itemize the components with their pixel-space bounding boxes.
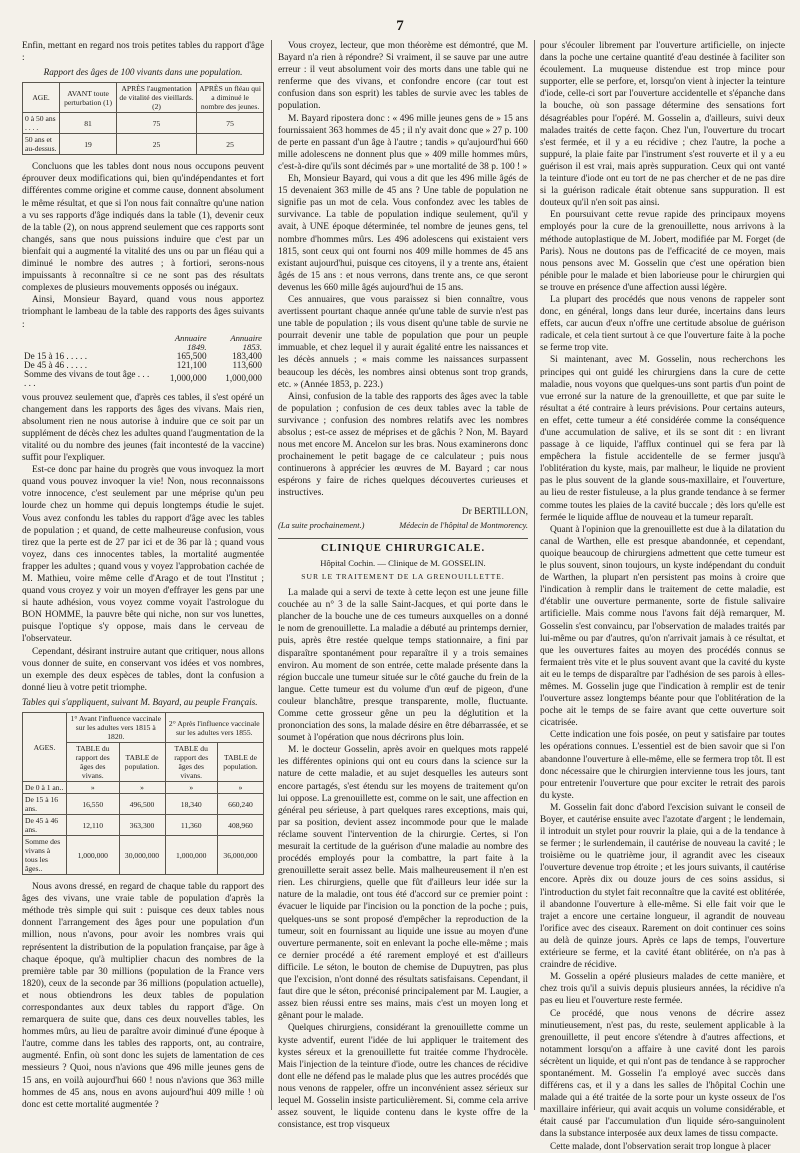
paragraph: Quelques chirurgiens, considérant la grenouillette comme un kyste adventif, eurent l'idée de lui appliquer le traitement des kystes séreux et la grenouillette fut traitée comme l'hydrocèle. Mais l'injection de la teinture d'iode, outre les chances de récidive dont elle ne défend pas le malade plus que les autres procédés que nous venons de rappeler, offre un inconvénient assez sérieux sur lequel M. Gosselin insiste particulièrement. Si, comme cela arrive assez souvent, le liquide contenu dans le kyste offre de la consistance, est trop visqueux <box>278 1023 528 1131</box>
table-header: AGES. <box>23 713 67 782</box>
stats-header: Annuaire 1853. <box>230 332 262 352</box>
table-cell: 0 à 50 ans . . . . <box>23 113 60 134</box>
stats-label: De 15 à 16 . . . . . <box>24 350 88 361</box>
stats-header: Annuaire 1849. <box>174 332 207 352</box>
table-header: APRÈS un fléau qui a diminué le nombre des jeunes. <box>197 83 264 113</box>
table-cell: 18,340 <box>165 794 217 815</box>
table-cell: » <box>67 782 119 794</box>
table-cell: 1,000,000 <box>67 836 119 875</box>
stats-value: 165,500 <box>176 350 207 361</box>
paragraph: Concluons que les tables dont nous nous occupons peuvent éprouver deux modifications qui, bien qu'indépendantes et fort différentes comme origine et comme cause, donnent absolument le même résultat, et que si l'on nous fait connaître qu'une nation a vu ses rapports d'âge indiqués dans la table (1), devenir ceux de la table (2), on nous apprend seulement que ces rapports sont changés, sans que nous puissions induire que c'est par un bienfait qui a augmenté la vitalité des uns ou par un fléau qui a diminué le nombre des autres ; à fortiori, serons-nous impuissants à reconnaître si ce ne sont pas des résultats complexes de plusieurs mouvements opposés ou inégaux. <box>22 162 264 294</box>
paragraph: En poursuivant cette revue rapide des principaux moyens employés pour la cure de la grenouillette, nous arrivons à la méthode autoplastique de M. Jobert, modifiée par M. Forget (de Paris). Nous ne doutons pas de l'efficacité de ce moyen, mais nous pensons avec M. Gosselin que c'est une opération bien pénible pour le malade et bien laborieuse pour le chirurgien qui se trouve en présence d'une affection aussi légère. <box>540 210 785 293</box>
paragraph: Ce procédé, que nous venons de décrire assez minutieusement, n'est pas, du reste, seulement applicable à la grenouillette, il peut encore s'étendre à d'autres affections, et notamment lorsqu'on a affaire à une cavité dont les parois sécrètent un liquide, et qui n'ont pas de tendance à se rapprocher spontanément. M. Gosselin l'a employé avec succès dans différens cas, et il y a dans les salles de l'hôpital Cochin une malade qui a été traitée de la sorte pour un kyste osseux de l'os maxillaire inférieur, qui avait acquis un volume considérable, et était causé par l'accumulation d'un liquide séro-sanguinolent dans la substance interposée aux deux lames de tissu compacte. <box>540 1008 785 1140</box>
table-header: 2° Après l'influence vaccinale sur les adultes vers 1855. <box>165 713 264 743</box>
table-cell: 50 ans et au-dessus. <box>23 134 60 155</box>
population-table <box>22 712 264 875</box>
section-title: CLINIQUE CHIRURGICALE. <box>320 542 486 554</box>
stats-value: 121,100 <box>176 359 207 370</box>
stats-label: Somme des vivans de tout âge . . . . . . <box>24 368 150 388</box>
column-middle <box>278 40 528 1131</box>
table-cell: 408,960 <box>217 815 263 836</box>
paragraph: Ainsi, confusion de la table des rapports des âges avec la table de population ; confusion de ces deux tables avec la table de survivance ; confusion des nombres relatifs avec les nombres absolus ; est-ce assez de méprises et de gâchis ? Non, M. Bayard nous met encore M. Ancelon sur les bras. Nous examinerons donc prochainement le petit bagage de ce calculateur ; puis nous continuerons à apprécier les œuvres de M. Bayard ; car nous espérons y faire de riches quelques découvertes curieuses et instructives. <box>278 391 528 499</box>
stats-value: 1,000,000 <box>225 373 262 384</box>
stats-row <box>22 370 264 388</box>
table-cell: De 0 à 1 an.. <box>23 782 67 794</box>
table-row <box>23 794 264 815</box>
paragraph: M. Bayard ripostera donc : « 496 mille jeunes gens de » 15 ans fournissaient 363 hommes de 45 ; il n'y avait donc que » 27 p. 100 de perte en passant d'un âge à l'autre ; tandis » qu'aujourd'hui 660 mille adolescens ne donnent plus que » 409 mille hommes mûrs, c'est-à-dire qu'ils sont décimés par » une mortalité de 38 p. 100 ! » <box>278 113 528 172</box>
paragraph: M. le docteur Gosselin, après avoir en quelques mots rappelé les différentes opinions qui ont eu cours dans la science sur la nature de cette maladie, et au sujet desquelles les auteurs sont encore partagés, s'est étendu sur les moyens de traitement qu'on lui oppose. La grenouillette est, comme on le sait, une affection en général peu sérieuse, à part quelques rares exceptions, mais qui, par sa position, devient assez incommode pour que le malade réclame souvent l'intervention de la chirurgie. Certes, si l'on mesurait la certitude de la guérison d'une maladie au nombre des procédés employés pour la combattre, la part faite à la grenouillette serait assez belle. Mais malheureusement il n'en est rien. Les chirurgiens, quelle que fût d'ailleurs leur idée sur la nature de la maladie, ont tous été d'accord sur ce premier point : évacuer le liquide par l'incision ou la ponction de la poche ; puis, quelques-uns se sont proposé d'empêcher la reproduction de la tumeur, soit en fournissant au liquide une issue au moyen d'une ouverture permanente, soit en enlevant la poche elle-même ; mais ce dernier procédé a été rarement employé et est d'ailleurs difficile. Le séton, le bouton de chemise de Dupuytren, pas plus que l'excision, n'ont donné des résultats satisfaisans. Cependant, il faut dire que le séton, préconisé principalement par M. Laugier, a assez bien réussi entre ses mains, mais c'est un moyen long et gênant pour le malade. <box>278 745 528 1022</box>
age-ratio-table <box>22 82 264 155</box>
table-cell: 25 <box>116 134 196 155</box>
table-cell: Somme des vivans à tous les âges.. <box>23 836 67 875</box>
table-row <box>23 836 264 875</box>
paragraph: Si maintenant, avec M. Gosselin, nous recherchons les principes qui ont guidé les chirurgiens dans la cure de cette maladie, nous voyons que quelques-uns sont partis d'un point de vue erroné sur la nature de la grenouillette, et que par suite le résultat a été contraire à leurs prévisions. Pour certains auteurs, en effet, cette tumeur a été considérée comme la conséquence d'une accumulation de salive, et ils se sont dit : en livrant passage à ce liquide, l'afflux continuel qui se fera par là empêchera la fistule accidentelle de se fermer jusqu'à l'oblitération du kyste, mais, par malheur, le liquide ne provient pas le plus souvent de la glande sous-maxillaire, et l'ouverture, au lieu de rester fistuleuse, a la plus grande tendance à se fermer comme toutes les plaies de la cavité buccale ; dès lors qu'elle est fermée le liquide afflue de nouveau et la tumeur reparaît. <box>540 355 785 523</box>
column-left <box>22 40 264 1115</box>
table-header: TABLE de population. <box>217 743 263 782</box>
paragraph: Vous croyez, lecteur, que mon théorème est démontré, que M. Bayard n'a rien à répondre? Si vraiment, il se sauve par une autre erreur : il veut absolument voir des morts dans une table qui ne renferme que des vivans, et confondre encore (car tout est confusion dans son esprit) les tables de survie avec les tables de population. <box>278 41 528 112</box>
table-cell: 16,550 <box>67 794 119 815</box>
paragraph: pour s'écouler librement par l'ouverture artificielle, on injecte dans la poche une certaine quantité d'eau destinée à faciliter son écoulement. La muqueuse distendue est trop mince pour supporter, elle se perfore, et, lorsqu'on vient à injecter la teinture d'iode, celle-ci sort par l'ouverture accidentelle et s'épanche dans la bouche, où son passage détermine des sensations fort désagréables pour l'opéré. M. Gosselin a, d'ailleurs, suivi deux malades traités de cette façon. Chez l'un, l'ouverture du trocart s'est fermée, et il y a eu récidive ; chez l'autre, la poche a suppuré, la plaie faite par l'instrument s'est rouverte et il y a eu guérison il est vrai, mais après suppuration. Ceux qui ont vanté la teinture d'iode ont eu tort de ne pas chercher et de ne pas dire si la guérison radicale était obtenue sans suppuration. Il est douteux qu'il n'en soit pas ainsi. <box>540 41 785 209</box>
paragraph: La malade qui a servi de texte à cette leçon est une jeune fille couchée au n° 3 de la salle Saint-Jacques, et qui porte dans le plancher de la bouche une de ces tumeurs auxquelles on a donné le nom de grenouillette. La maladie a débuté au printemps dernier, puis, après être restée quelque temps stationnaire, a fini par disparaître spontanément pour reparaître il y a trois semaines environ. Au moment de son entrée, cette malade présente dans la région buccale une tumeur située sur le côté gauche du frein de la langue. Cette tumeur est du volume d'un œuf de pigeon, d'une couleur blanchâtre, presque transparente, molle, fluctuante. Comme cette grosseur gêne un peu la déglutition et la prononciation des sons, la malade désire en être débarrassée, et se soumet à l'opération que nous décrirons plus loin. <box>278 588 528 744</box>
table-header: TABLE du rapport des âges des vivans. <box>165 743 217 782</box>
table-header: APRÈS l'augmentation de vitalité des vieillards. (2) <box>116 83 196 113</box>
paragraph: Ces annuaires, que vous paraissez si bien connaître, vous avertissent pourtant chaque année qu'une table de survie n'est pas une table de population ; ils vous disent qu'une table de survie ne pourrait devenir une table de population que pour un peuple immuable, et chez lequel il y aurait égalité entre les naissances et les décès annuels ; « mais comme les naissances surpassent beaucoup les décès, les nombres ainsi obtenus sont trop grands, etc. » (Année 1853, p. 223.) <box>278 294 528 390</box>
table-row <box>23 134 264 155</box>
table-caption: Tables qui s'appliquent, suivant M. Bayard, au peuple Français. <box>22 696 258 707</box>
table-cell: De 15 à 16 ans. <box>23 794 67 815</box>
table-cell: 496,500 <box>119 794 165 815</box>
table-header: AVANT toute perturbation (1) <box>60 83 117 113</box>
stats-label: De 45 à 46 . . . . . <box>24 359 88 370</box>
table-cell: 11,360 <box>165 815 217 836</box>
stats-value: 183,400 <box>232 350 262 361</box>
table-row <box>23 815 264 836</box>
paragraph: Enfin, mettant en regard nos trois petites tables du rapport d'âge : <box>22 41 264 64</box>
column-rule <box>271 40 272 1110</box>
table-header: 1° Avant l'influence vaccinale sur les adultes vers 1815 à 1820. <box>67 713 165 743</box>
paragraph: Quant à l'opinion que la grenouillette est due à la dilatation du canal de Warthen, elle est presque abandonnée, et cependant, quoique beaucoup de chirurgiens admettent que cette tumeur est le plus souvent, sinon toujours, un kyste indépendant du conduit de Warthen, la plupart n'en persistent pas moins à croire que l'indication à remplir dans le traitement de cette maladie, est d'établir une ouverture permanente, sorte de fistule salivaire artificielle. Mais comme nous l'avons fait déjà remarquer, M. Gosselin s'est convaincu, par l'observation de malades traités par lui-même ou par d'autres, qu'on n'arrivait jamais à ce résultat, et que les ouvertures faites au moyen des procédés connus se fermaient très vite et le plus souvent avant que la cavité du kyste ait eu le temps de disparaître par l'adhésion de ses parois à elles-mêmes. M. Gosselin juge que l'indication à remplir est de tenir l'ouverture assez longtemps béante pour que l'oblitération de la poche ait le temps de se faire avant que cette ouverture soit cicatrisée. <box>540 524 785 729</box>
table-cell: 30,000,000 <box>119 836 165 875</box>
table-row <box>23 113 264 134</box>
paragraph: Cependant, désirant instruire autant que critiquer, nous allons vous donner de suite, en conservant vos idées et vos nombres, un exemple des deux espèces de tables, dont la confusion a donné lieu à votre petit triomphe. <box>22 646 264 693</box>
table-cell: » <box>165 782 217 794</box>
column-rule <box>534 40 535 1110</box>
table-header: AGE. <box>23 83 60 113</box>
paragraph: Cette malade, dont l'observation serait trop longue à placer <box>550 1141 771 1152</box>
section-subheading: SUR LE TRAITEMENT DE LA GRENOUILLETTE. <box>301 571 505 581</box>
paragraph: Nous avons dressé, en regard de chaque table du rapport des âges des vivans, une vraie table de population d'après la méthode très simple qui suit : puisque ces deux tables nous donnent l'arrangement des âges pour une population d'un million, nous n'avons, pour avoir les nombres vrais qui représentent la distribution de la population française, par âge à chaque époque, qu'à multiplier chacun des nombres de la première table par 30 millions (population de la France vers 1820), ceux de la seconde par 36 millions (population actuelle), et nous obtiendrons les deux tables de population correspondantes aux deux tables du rapport d'âge. On remarquera de suite que, dans ces deux nouvelles tables, les hommes mûrs, au lieu de paraître avoir diminué d'une époque à l'autre, comme dans les tables des rapports, ont, au contraire, augmenté. Enfin, où sont donc les sujets de lamentation de ces messieurs ? Quoi, nous n'avions que 496 mille jeunes gens de 15 ans, en voilà aujourd'hui 660 ! nous n'avions que 363 mille hommes de 45 ans, nous en avons aujourd'hui 409 mille ! où donc est cette mortalité augmentée ? <box>22 882 264 1110</box>
table-cell: » <box>119 782 165 794</box>
stats-value: 113,600 <box>232 359 262 370</box>
page-number: 7 <box>396 18 404 34</box>
signature-line <box>278 520 528 532</box>
paragraph: M. Gosselin fait donc d'abord l'excision suivant le conseil de Boyer, et cautérise ensuite avec l'azotate d'argent ; le lendemain, il introduit un stylet pour rouvrir la plaie, qui a de la tendance à se fermer ; le surlendemain, il cautérise de nouveau la cavité ; le troisième ou le quatrième jour, il agrandit avec les ciseaux l'ouverture devenue trop étroite ; et les jours suivants, il cautérise encore. Après dix ou douze jours de ces soins assidus, si l'introduction du stylet fait reconnaître que la cavité est oblitérée, il abandonne l'ouverture à elle-même. Si elle fait voir que le trajet a encore une certaine longueur, il agrandit de nouveau l'orifice avec des ciseaux. Rarement on doit continuer ces soins au delà de quinze jours. Après ce laps de temps, l'ouverture extérieure se ferme, et la cavité étant oblitérée, on n'a pas à craindre de récidive. <box>540 802 785 971</box>
stats-value: 1,000,000 <box>169 373 207 384</box>
table-cell: 75 <box>116 113 196 134</box>
table-cell: 81 <box>60 113 117 134</box>
table-cell: 660,240 <box>217 794 263 815</box>
paragraph: Est-ce donc par haine du progrès que vous invoquez la mort quand vous pouvez invoquer la vie! Non, nous reconnaissons votre innocence, c'est seulement par une méprise qu'un peu lourde chez un homme qui depuis longtemps étudie le sujet. Vous avez confondu les tables du rapport d'âge avec les tables de population ; et quand, de cette malheureuse confusion, vous tirez que la perte est de 27 par ici et de 36 par là ; quand vous voyez, dans ces innocentes tables, la mortalité augmentée frapper les adultes ; quand vous y voyez l'approbation cachée de M. Mathieu, voire même celle d'Arago et de tout l'Institut ; quand vous croyez y voir un moyen d'effrayer les gens par une si haute adhésion, vous voyez comme voyait l'astrologue du BON HOMME, la pauvre bête qui niche, non sur vos lunettes, puisque l'optique s'y oppose, mais dans le cerveau de l'observateur. <box>22 465 264 645</box>
table-cell: 75 <box>197 113 264 134</box>
paragraph: M. Gosselin a opéré plusieurs malades de cette manière, et chez trois qu'il a suivis depuis plusieurs années, la récidive n'a pas eu lieu et l'ouverture reste fermée. <box>540 972 785 1007</box>
table-cell: 36,000,000 <box>217 836 263 875</box>
author-signature: Dr BERTILLON, <box>461 506 528 517</box>
table-header: TABLE de population. <box>119 743 165 782</box>
table-cell: 1,000,000 <box>165 836 217 875</box>
table-header: TABLE du rapport des âges des vivans. <box>67 743 119 782</box>
paragraph: Cette indication une fois posée, on peut y satisfaire par toutes les opérations connues. L'essentiel est de bien savoir que si l'on abandonne l'ouverture à elle-même, elle se fermera trop tôt. Il est donc nécessaire que le chirurgien intervienne tous les jours, tant pour entretenir l'ouverture que pour exciter le retrait des parois du kyste. <box>540 730 785 801</box>
author-title: Médecin de l'hôpital de Montmorency. <box>399 520 528 530</box>
continuation-note: (La suite prochainement.) <box>278 520 365 530</box>
table-cell: 25 <box>197 134 264 155</box>
paragraph: vous prouvez seulement que, d'après ces tables, il s'est opéré un changement dans les rapports des âges des vivans. Mais rien, absolument rien ne nous autorise à induire que ce soit par un supplément de décès chez les adultes quand l'augmentation de la vitalité ou du nombre des jeunes (fait incontesté de la vaccine) suffit pour l'expliquer. <box>22 392 264 464</box>
section-subtitle: Hôpital Cochin. — Clinique de M. GOSSELIN. <box>320 557 486 568</box>
table-cell: » <box>217 782 263 794</box>
paragraph: Eh, Monsieur Bayard, qui vous a dit que les 496 mille âgés de 15 devenaient 363 mille de 45 ans ? Une table de population ne signifie pas un mot de cela. Vous confondez avec les tables de survivance. La table de population indique seulement, qu'il y avait, à UNE époque déterminée, tel nombre de jeunes gens, tel nombre d'hommes mûrs. Les 496 adolescens qui existaient vers 1815, sont ceux qui ont fourni nos 409 mille hommes de 45 ans existant aujourd'hui, puisque ces citoyens, il y a trente ans, étaient âgés de 15 ans : et nous verrons, dans trente ans, ce que seront devenus les 660 mille âgés aujourd'hui de 15 ans. <box>278 174 528 293</box>
annuaire-stats <box>22 334 264 388</box>
column-right <box>540 40 785 1152</box>
section-divider <box>278 538 528 539</box>
table-cell: De 45 à 46 ans. <box>23 815 67 836</box>
table-cell: 363,300 <box>119 815 165 836</box>
table-caption: Rapport des âges de 100 vivants dans une population. <box>43 67 243 78</box>
table-row <box>23 782 264 794</box>
table-cell: 12,110 <box>67 815 119 836</box>
paragraph: La plupart des procédés que nous venons de rappeler sont donc, en général, longs dans leur durée, incertains dans leurs effets, car aucun d'eux n'offre une certitude absolue de guérison radicale, et cela tient surtout à ce que l'ouverture faite à la poche se ferme trop vite. <box>540 294 785 354</box>
paragraph: Ainsi, Monsieur Bayard, quand vous nous apportez triomphant le lambeau de la table des rapports des âges suivants : <box>22 295 264 330</box>
table-cell: 19 <box>60 134 117 155</box>
